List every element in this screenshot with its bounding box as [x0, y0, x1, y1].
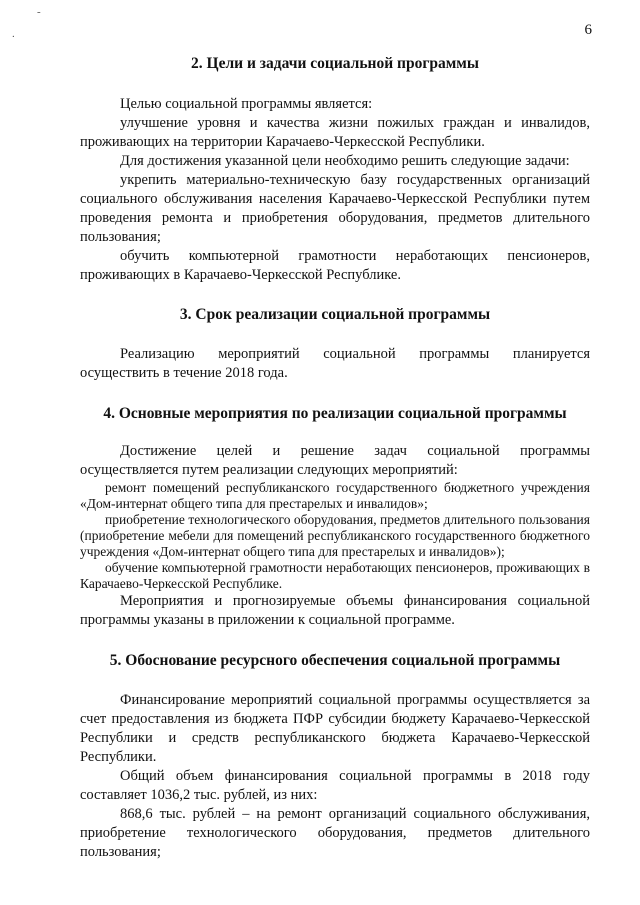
paragraph: ремонт помещений республиканского государственного бюджетного учреждения «Дом-интернат общего типа для престарелых и инвалидов»; [80, 480, 590, 511]
paragraph: приобретение технологического оборудования, предметов длительного пользования (приобретение мебели для помещений республиканского государственного бюджетного учреждения «Дом-интернат общего типа для престарелых и инвалидов»); [80, 512, 590, 559]
section-title: 4. Основные мероприятия по реализации социальной программы [103, 405, 567, 422]
section-title: 3. Срок реализации социальной программы [179, 306, 491, 323]
paragraph: укрепить материально-техническую базу государственных организаций социального обслуживания населения Карачаево-Черкесской Республики путем проведения ремонта и приобретения оборудования, предметов длительного пользования; [80, 172, 590, 245]
paragraph: Финансирование мероприятий социальной программы осуществляется за счет предоставления из бюджета ПФР субсидии бюджету Карачаево-Черкесской Республики и средств республиканского бюджета Карачаево-Черкесской Республики. [80, 692, 590, 765]
paragraph: Достижение целей и решение задач социальной программы осуществляется путем реализации следующих мероприятий: [80, 443, 590, 478]
paragraph: Реализацию мероприятий социальной программы планируется осуществить в течение 2018 года. [80, 346, 590, 381]
paragraph: Мероприятия и прогнозируемые объемы финансирования социальной программы указаны в приложении к социальной программе. [80, 593, 590, 628]
section-title: 5. Обоснование ресурсного обеспечения социальной программы [109, 652, 561, 669]
page-number: 6 [584, 22, 592, 38]
paragraph: Для достижения указанной цели необходимо решить следующие задачи: [120, 153, 570, 169]
paragraph: обучить компьютерной грамотности неработающих пенсионеров, проживающих в Карачаево-Черкесской Республике. [80, 248, 590, 283]
document-body [80, 48, 590, 862]
paragraph: улучшение уровня и качества жизни пожилых граждан и инвалидов, проживающих на территории Карачаево-Черкесской Республики. [80, 115, 590, 150]
paragraph: Целью социальной программы является: [120, 96, 373, 112]
paragraph: обучение компьютерной грамотности неработающих пенсионеров, проживающих в Карачаево-Черкесской Республике. [80, 560, 590, 591]
scan-mark: - [37, 6, 41, 18]
paragraph: Общий объем финансирования социальной программы в 2018 году составляет 1036,2 тыс. рублей, из них: [80, 768, 590, 803]
paragraph: 868,6 тыс. рублей – на ремонт организаций социального обслуживания, приобретение технологического оборудования, предметов длительного пользования; [80, 806, 590, 860]
section-title: 2. Цели и задачи социальной программы [191, 55, 479, 72]
scan-mark: . [12, 28, 15, 40]
